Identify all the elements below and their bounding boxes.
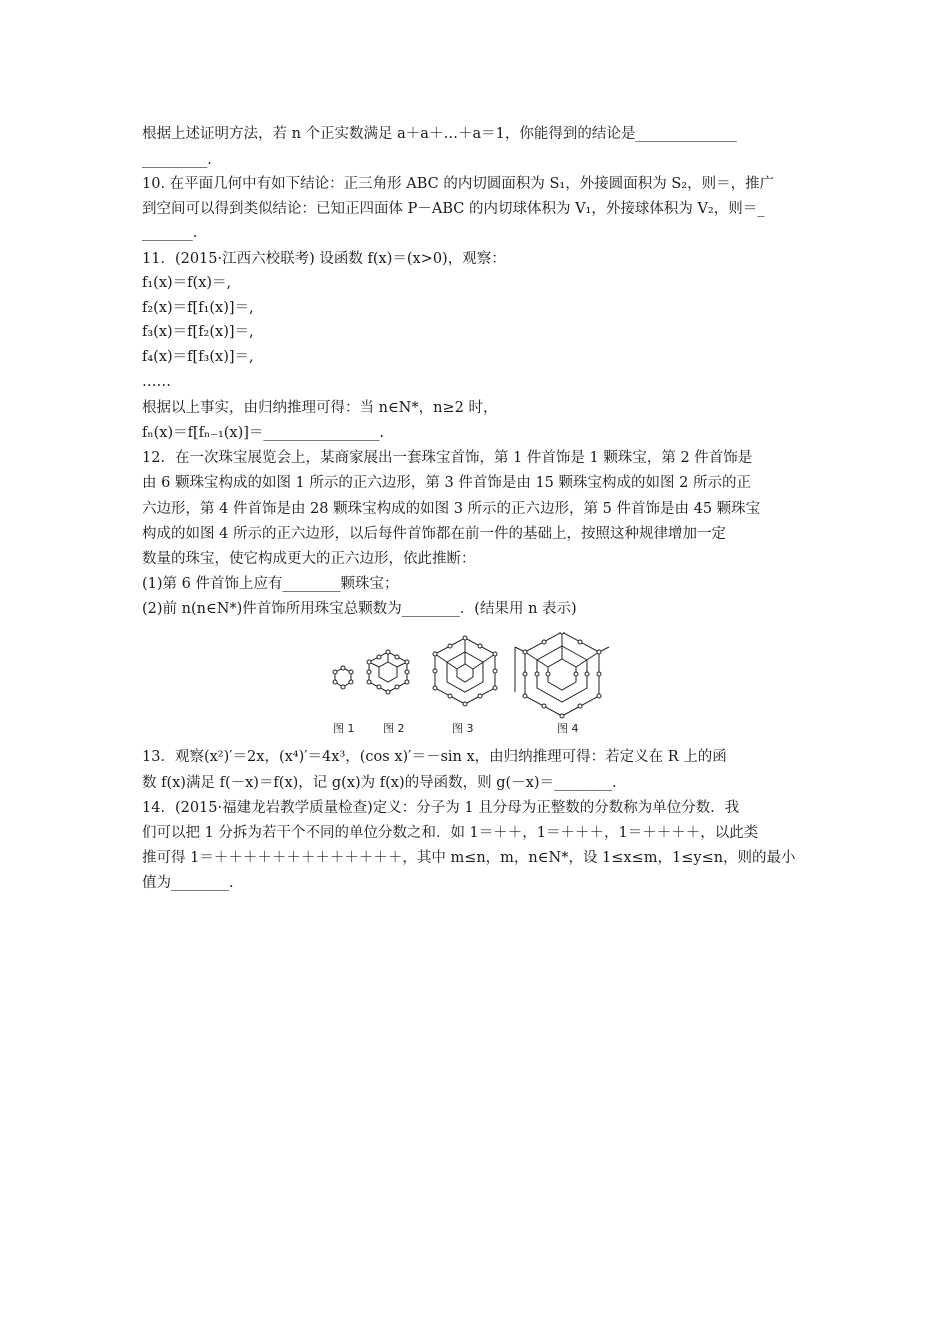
- figure-caption-4: 图 4: [557, 722, 579, 735]
- hexagon-fig-1: [333, 666, 353, 689]
- text-line: 14．(2015·福建龙岩教学质量检查)定义：分子为 1 且分母为正整数的分数称为单位分数．我: [142, 800, 740, 816]
- text-line: 值为________.: [142, 875, 234, 891]
- hexagon-fig-2: [367, 650, 409, 694]
- text-line: ……: [142, 374, 171, 390]
- text-line: 推可得 1＝＋＋＋＋＋＋＋＋＋＋＋＋＋，其中 m≤n，m，n∈N*，设 1≤x≤m，1≤y≤n，则的最小: [142, 850, 796, 866]
- text-line: 数 f(x)满足 f(－x)＝f(x)，记 g(x)为 f(x)的导函数，则 g(－x)＝________.: [142, 775, 617, 791]
- text-line: 到空间可以得到类似结论：已知正四面体 P－ABC 的内切球体积为 V₁，外接球体积为 V₂，则＝_: [142, 201, 765, 217]
- hexagon-fig-3: [433, 636, 497, 706]
- text-line: 根据以上事实，由归纳推理可得：当 n∈N*，n≥2 时，: [142, 400, 498, 416]
- figure-caption-3: 图 3: [452, 722, 474, 735]
- text-line: f₁(x)＝f(x)＝,: [142, 275, 232, 291]
- hexagon-figure: [325, 632, 625, 742]
- text-line: 根据上述证明方法，若 n 个正实数满足 a＋a＋…＋a＝1，你能得到的结论是______________: [142, 126, 737, 142]
- text-line: f₂(x)＝f[f₁(x)]＝,: [142, 300, 254, 316]
- hexagon-figure-svg: [325, 632, 625, 722]
- text-line: (2)前 n(n∈N*)件首饰所用珠宝总颗数为________．(结果用 n 表示): [142, 601, 577, 617]
- text-line: 12．在一次珠宝展览会上，某商家展出一套珠宝首饰，第 1 件首饰是 1 颗珠宝，第 2 件首饰是: [142, 450, 753, 466]
- text-line: 数量的珠宝，使它构成更大的正六边形，依此推断：: [142, 551, 476, 567]
- text-line: 10. 在平面几何中有如下结论：正三角形 ABC 的内切圆面积为 S₁，外接圆面积为 S₂，则＝，推广: [142, 176, 775, 192]
- text-line: fₙ(x)＝f[fₙ₋₁(x)]＝________________.: [142, 425, 385, 441]
- text-line: 由 6 颗珠宝构成的如图 1 所示的正六边形，第 3 件首饰是由 15 颗珠宝构成的如图 2 所示的正: [142, 475, 751, 491]
- text-line: _________.: [142, 152, 212, 168]
- text-line: 13．观察(x²)′＝2x，(x⁴)′＝4x³，(cos x)′＝－sin x，由归纳推理可得：若定义在 R 上的函: [142, 749, 727, 765]
- text-line: 11．(2015·江西六校联考) 设函数 f(x)＝(x>0)，观察：: [142, 251, 506, 267]
- text-line: f₄(x)＝f[f₃(x)]＝,: [142, 349, 254, 365]
- figure-caption-1: 图 1: [333, 722, 355, 735]
- hexagon-fig-4: [515, 632, 609, 718]
- text-line: f₃(x)＝f[f₂(x)]＝,: [142, 324, 254, 340]
- text-line: _______.: [142, 225, 198, 241]
- text-line: 构成的如图 4 所示的正六边形，以后每件首饰都在前一件的基础上，按照这种规律增加一定: [142, 526, 726, 542]
- text-line: 们可以把 1 分拆为若干个不同的单位分数之和．如 1＝＋＋，1＝＋＋＋，1＝＋＋＋＋，以此类: [142, 825, 759, 841]
- text-line: 六边形，第 4 件首饰是由 28 颗珠宝构成的如图 3 所示的正六边形，第 5 件首饰是由 45 颗珠宝: [142, 501, 761, 517]
- text-line: (1)第 6 件首饰上应有________颗珠宝；: [142, 576, 399, 592]
- figure-caption-2: 图 2: [383, 722, 405, 735]
